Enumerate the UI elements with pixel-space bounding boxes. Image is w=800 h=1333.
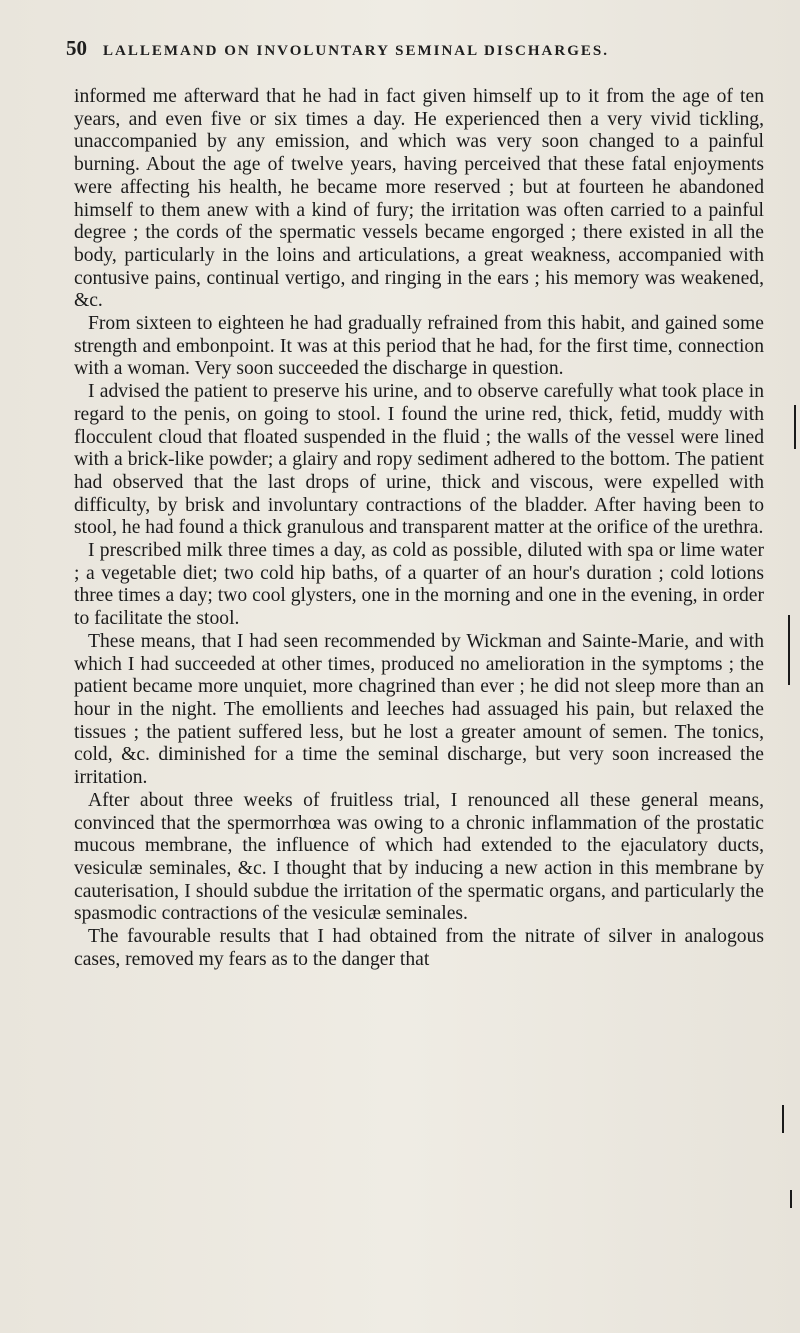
paragraph-7: The favourable results that I had obtained from the nitrate of silver in analogous cases, removed my fears as to the danger that: [74, 926, 764, 970]
page-header: [66, 36, 766, 61]
paragraph-1: informed me afterward that he had in fact given himself up to it from the age of ten years, and even five or six times a day. He experienced then a very vivid tickling, unaccompanied by any emission, and which was very soon changed to a painful burning. About the age of twelve years, having perceived that these fatal enjoyments were affecting his health, he became more reserved ; but at fourteen he abandoned himself to them anew with a kind of fury; the irritation was often carried to a painful degree ; the cords of the spermatic vessels became engorged ; there existed in all the body, particularly in the loins and articulations, a great weakness, accompanied with contusive pains, continual vertigo, and ringing in the ears ; his memory was weakened, &c.: [74, 86, 764, 312]
margin-mark: [790, 1190, 792, 1208]
paragraph-4: I prescribed milk three times a day, as cold as possible, diluted with spa or lime water ; a vegetable diet; two cold hip baths, of a quarter of an hour's duration ; cold lotions three times a day; two cool glysters, one in the morning and one in the evening, in order to facilitate the stool.: [74, 540, 764, 630]
paragraph-6: After about three weeks of fruitless trial, I renounced all these general means, convinced that the spermorrhœa was owing to a chronic inflammation of the prostatic mucous membrane, the influence of which had extended to the ejaculatory ducts, vesiculæ seminales, &c. I thought that by inducing a new action in this membrane by cauterisation, I should subdue the irritation of the spermatic organs, and particularly the spasmodic contractions of the vesiculæ seminales.: [74, 789, 764, 925]
body-text: [74, 86, 764, 971]
page-number: 50: [66, 36, 87, 60]
margin-mark: [782, 1105, 784, 1133]
paragraph-5: These means, that I had seen recommended by Wickman and Sainte-Marie, and with which I had succeeded at other times, produced no amelioration in the symptoms ; the patient became more unquiet, more chagrined than ever ; he did not sleep more than an hour in the night. The emollients and leeches had assuaged his pain, but relaxed the tissues ; the patient suffered less, but he lost a greater amount of semen. The tonics, cold, &c. diminished for a time the seminal discharge, but very soon increased the irritation.: [74, 630, 764, 789]
running-head: LALLEMAND ON INVOLUNTARY SEMINAL DISCHARGES.: [103, 43, 609, 59]
paragraph-2: From sixteen to eighteen he had gradually refrained from this habit, and gained some strength and embonpoint. It was at this period that he had, for the first time, connection with a woman. Very soon succeeded the discharge in question.: [74, 313, 764, 380]
margin-mark: [788, 615, 790, 685]
margin-mark: [794, 405, 796, 449]
paragraph-3: I advised the patient to preserve his urine, and to observe carefully what took place in regard to the penis, on going to stool. I found the urine red, thick, fetid, muddy with flocculent cloud that floated suspended in the fluid ; the walls of the vessel were lined with a brick-like powder; a glairy and ropy sediment adhered to the bottom. The patient had observed that the last drops of urine, thick and viscous, were expelled with difficulty, by brisk and involuntary contractions of the bladder. After having been to stool, he had found a thick granulous and transparent matter at the orifice of the urethra.: [74, 381, 764, 539]
